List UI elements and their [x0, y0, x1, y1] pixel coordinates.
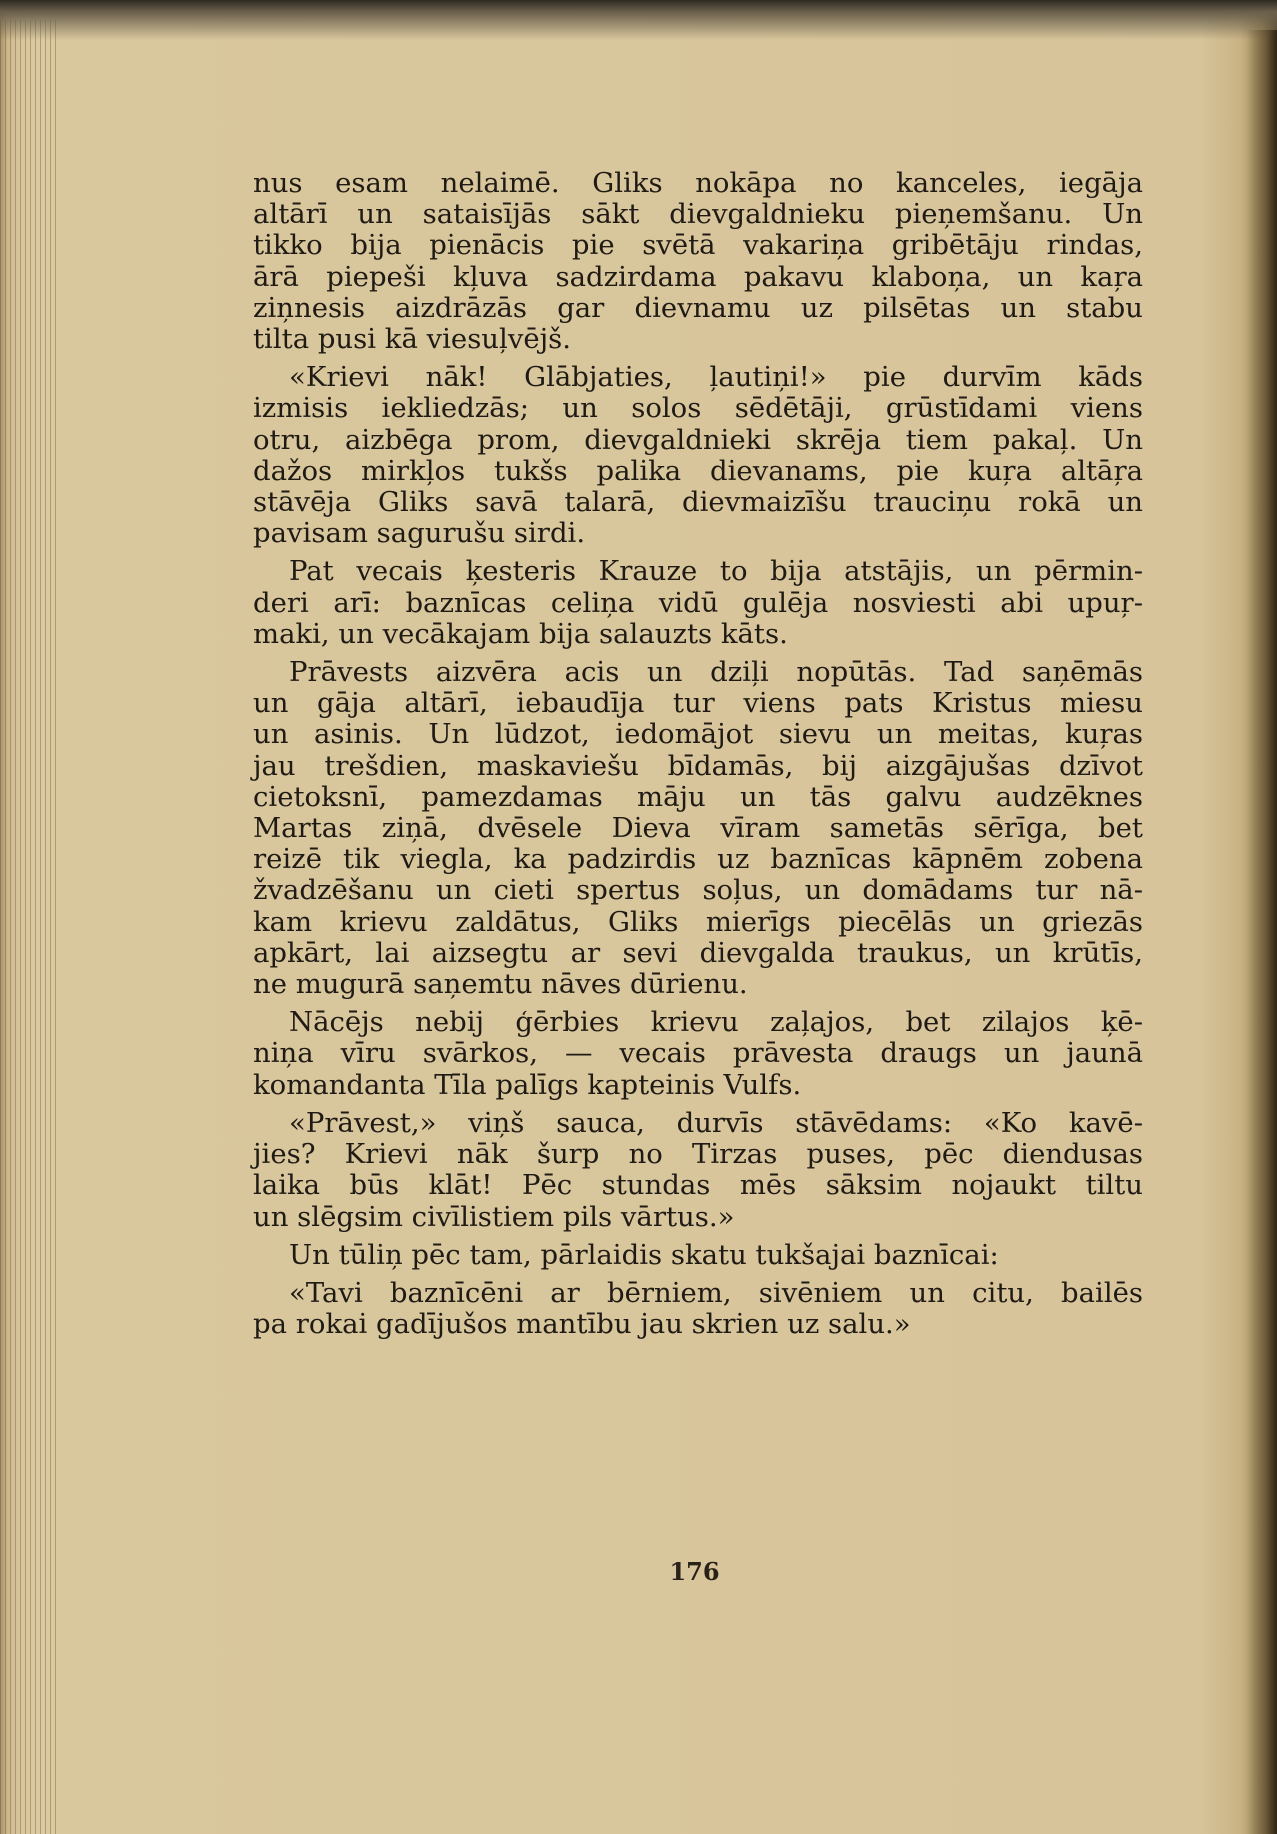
text-line: stāvēja Gliks savā talarā, dievmaizīšu trauciņu rokā un [253, 486, 1143, 519]
text-line: «Tavi baznīcēni ar bērniem, sivēniem un citu, bailēs [289, 1276, 1143, 1309]
text-line: Pat vecais ķesteris Krauze to bija atstājis, un pērmin- [289, 555, 1143, 588]
paragraph [253, 556, 1143, 650]
paragraph [253, 657, 1143, 1000]
paragraph [253, 1278, 1143, 1340]
text-line: «Krievi nāk! Glābjaties, ļautiņi!» pie durvīm kāds [289, 361, 1143, 394]
text-line: Nācējs nebij ģērbies krievu zaļajos, bet zilajos ķē- [289, 1006, 1143, 1039]
text-line: pa rokai gadījušos mantību jau skrien uz salu.» [253, 1308, 911, 1341]
text-line: Un tūliņ pēc tam, pārlaidis skatu tukšajai baznīcai: [289, 1238, 999, 1271]
text-line: ne mugurā saņemtu nāves dūrienu. [253, 968, 748, 1001]
paragraph [253, 1108, 1143, 1233]
top-shadow [0, 0, 1277, 40]
text-line: deri arī: baznīcas celiņa vidū gulēja nosviesti abi upuŗ- [253, 586, 1143, 619]
paragraph [253, 1240, 1143, 1271]
text-line: Prāvests aizvēra acis un dziļi nopūtās. Tad saņēmās [289, 656, 1143, 689]
page-text [253, 168, 1143, 1347]
paragraph [253, 362, 1143, 549]
text-line: pavisam sagurušu sirdi. [253, 517, 586, 550]
text-line: otru, aizbēga prom, dievgaldnieki skrēja tiem pakaļ. Un [253, 423, 1143, 456]
text-line: un asinis. Un lūdzot, iedomājot sievu un meitas, kuŗas [253, 718, 1143, 751]
text-line: komandanta Tīla palīgs kapteinis Vulfs. [253, 1068, 802, 1101]
text-line: žvadzēšanu un cieti spertus soļus, un domādams tur nā- [253, 874, 1143, 907]
text-line: un slēgsim civīlistiem pils vārtus.» [253, 1200, 735, 1233]
text-line: kam krievu zaldātus, Gliks mierīgs piecēlās un griezās [253, 905, 1143, 938]
text-line: altārī un sataisījās sākt dievgaldnieku pieņemšanu. Un [253, 198, 1143, 231]
text-line: Martas ziņā, dvēsele Dieva vīram sametās sērīga, bet [253, 812, 1143, 845]
text-line: maki, un vecākajam bija salauzts kāts. [253, 617, 788, 650]
text-line: reizē tik viegla, ka padzirdis uz baznīcas kāpnēm zobena [253, 843, 1143, 876]
page-number: 176 [669, 1557, 720, 1586]
text-line: tilta pusi kā viesuļvējš. [253, 323, 572, 356]
text-line: ziņnesis aizdrāzās gar dievnamu uz pilsētas un stabu [253, 291, 1143, 324]
text-line: niņa vīru svārkos, — vecais prāvesta draugs un jaunā [253, 1037, 1143, 1070]
paragraph [253, 1007, 1143, 1101]
paragraph [253, 168, 1143, 355]
text-line: «Prāvest,» viņš sauca, durvīs stāvēdams: «Ko kavē- [289, 1106, 1143, 1139]
text-line: apkārt, lai aizsegtu ar sevi dievgalda traukus, un krūtīs, [253, 936, 1143, 969]
text-line: cietoksnī, pamezdamas māju un tās galvu audzēknes [253, 780, 1143, 813]
text-line: jies? Krievi nāk šurp no Tirzas puses, pēc diendusas [253, 1138, 1143, 1171]
text-line: tikko bija pienācis pie svētā vakariņa gribētāju rindas, [253, 229, 1143, 262]
text-line: un gāja altārī, iebaudīja tur viens pats Kristus miesu [253, 687, 1143, 720]
text-line: izmisis iekliedzās; un solos sēdētāji, grūstīdami viens [253, 392, 1143, 425]
text-line: dažos mirkļos tukšs palika dievanams, pie kuŗa altāŗa [253, 454, 1143, 487]
text-line: jau trešdien, maskaviešu bīdamās, bij aizgājušas dzīvot [253, 749, 1143, 782]
text-line: laika būs klāt! Pēc stundas mēs sāksim nojaukt tiltu [253, 1169, 1143, 1202]
text-line: nus esam nelaimē. Gliks nokāpa no kanceles, iegāja [253, 167, 1143, 199]
text-line: ārā piepeši kļuva sadzirdama pakavu klaboņa, un kaŗa [253, 260, 1143, 293]
